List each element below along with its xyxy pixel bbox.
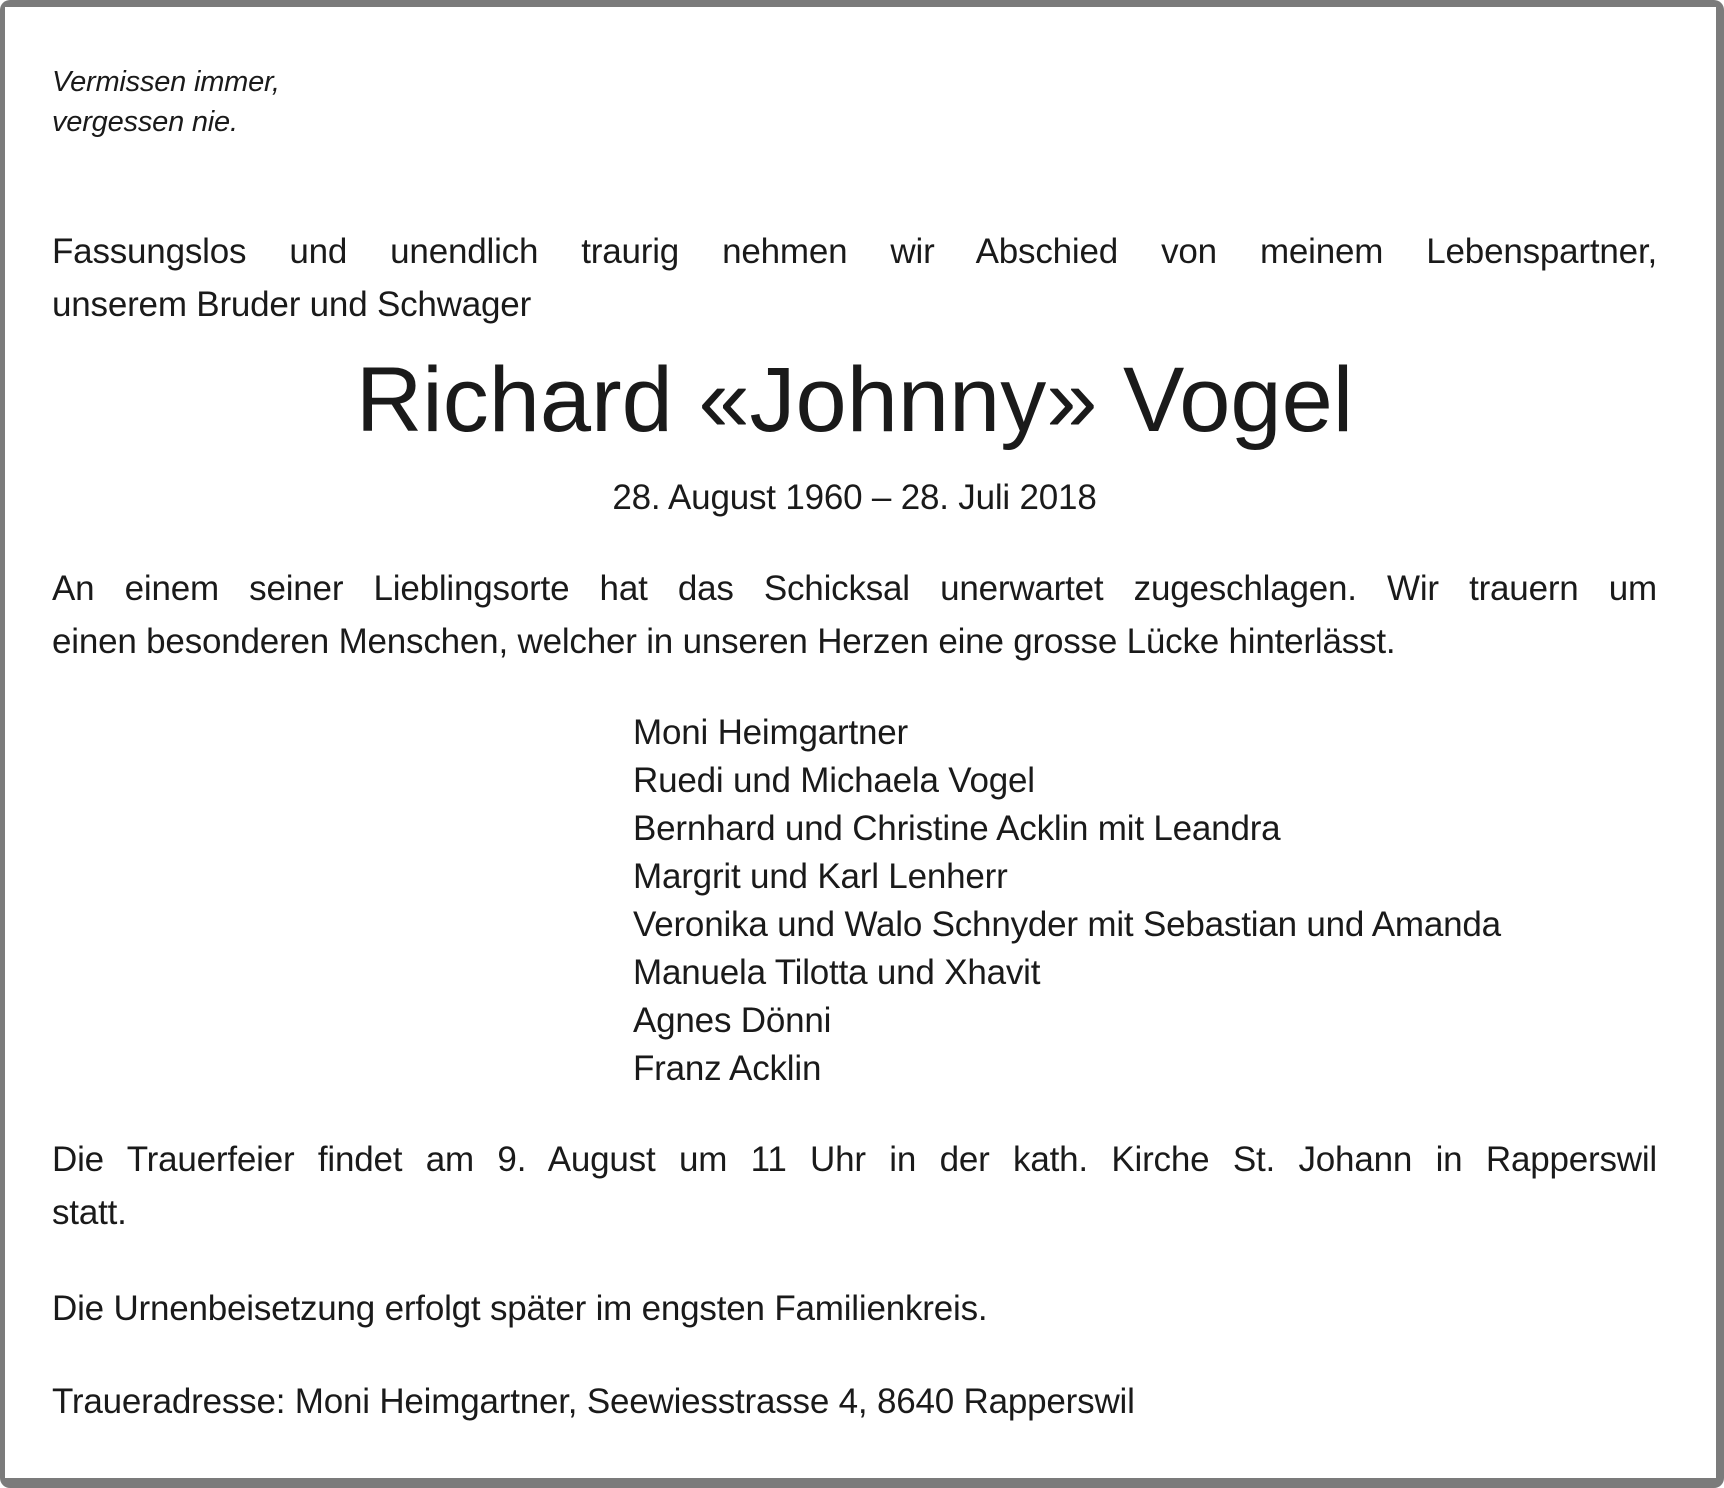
intro-line-2: unserem Bruder und Schwager <box>52 285 532 324</box>
obituary-page <box>5 7 1716 1478</box>
funeral-line-2: statt. <box>52 1193 127 1232</box>
intro-paragraph <box>52 225 1657 331</box>
mourners-list <box>52 709 1657 1093</box>
funeral-info-paragraph <box>52 1133 1657 1239</box>
epigraph-line-1: Vermissen immer, <box>52 66 280 98</box>
mourner-name: Franz Acklin <box>633 1049 822 1088</box>
mourner-name: Moni Heimgartner <box>633 713 908 752</box>
mourner-name: Agnes Dönni <box>633 1001 832 1040</box>
tribute-line-1: An einem seiner Lieblingsorte hat das Schicksal unerwartet zugeschlagen. Wir trauern um <box>52 569 1657 608</box>
burial-info-paragraph: Die Urnenbeisetzung erfolgt später im engsten Familienkreis. <box>52 1289 988 1328</box>
mourner-name: Bernhard und Christine Acklin mit Leandra <box>633 809 1281 848</box>
life-dates: 28. August 1960 – 28. Juli 2018 <box>612 478 1097 517</box>
mourning-address: Traueradresse: Moni Heimgartner, Seewiesstrasse 4, 8640 Rapperswil <box>52 1382 1135 1421</box>
epigraph <box>52 62 1657 142</box>
epigraph-line-2: vergessen nie. <box>52 106 238 138</box>
mourner-name: Veronika und Walo Schnyder mit Sebastian und Amanda <box>633 905 1501 944</box>
tribute-line-2: einen besonderen Menschen, welcher in unseren Herzen eine grosse Lücke hinterlässt. <box>52 622 1396 661</box>
mourner-name: Ruedi und Michaela Vogel <box>633 761 1035 800</box>
intro-line-1: Fassungslos und unendlich traurig nehmen wir Abschied von meinem Lebenspartner, <box>52 232 1657 271</box>
obituary-content <box>52 7 1657 1428</box>
mourner-name: Manuela Tilotta und Xhavit <box>633 953 1041 992</box>
tribute-paragraph <box>52 562 1657 668</box>
mourner-name: Margrit und Karl Lenherr <box>633 857 1008 896</box>
funeral-line-1: Die Trauerfeier findet am 9. August um 11 Uhr in der kath. Kirche St. Johann in Rapperswil <box>52 1140 1657 1179</box>
deceased-name: Richard «Johnny» Vogel <box>355 349 1354 451</box>
